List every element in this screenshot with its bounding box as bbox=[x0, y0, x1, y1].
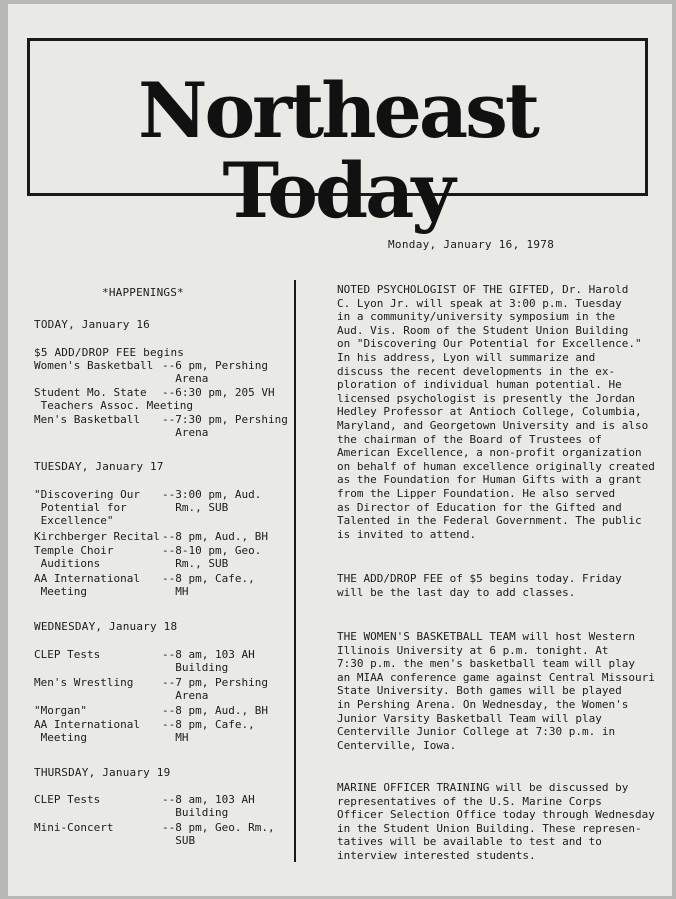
event-name: Temple Choir Auditions bbox=[34, 544, 114, 571]
event-name: "Morgan" bbox=[34, 704, 87, 717]
event-detail: --8-10 pm, Geo. Rm., SUB bbox=[162, 544, 262, 571]
article-basketball: THE WOMEN'S BASKETBALL TEAM will host Western Illinois University at 6 p.m. tonight. At 7:30 p.m. the men's basketball team will play an MIAA conference game against Central Missouri State University. Both games will be played in Pershing Arena. On Wednesday, the Women's Junior Varsity Basketball Team will play Centerville Junior College at 7:30 p.m. in Centerville, Iowa. bbox=[337, 630, 655, 752]
event-name: Men's Wrestling bbox=[34, 676, 134, 689]
day-heading-wednesday: WEDNESDAY, January 18 bbox=[34, 620, 178, 633]
happenings-heading: *HAPPENINGS* bbox=[102, 286, 184, 299]
event-name: Mini-Concert bbox=[34, 821, 114, 834]
event-detail: --8 pm, Geo. Rm., SUB bbox=[162, 821, 275, 848]
event-name: Student Mo. State Teachers Assoc. bbox=[34, 386, 147, 413]
article-marine-training: MARINE OFFICER TRAINING will be discussed by representatives of the U.S. Marine Corps Officer Selection Office today through Wednesday in the Student Union Building. These represen- tatives will be available to test and to interview interested students. bbox=[337, 781, 655, 862]
event-detail: --7:30 pm, Pershing Arena bbox=[162, 413, 288, 440]
day-note: $5 ADD/DROP FEE begins bbox=[34, 346, 185, 359]
event-name: "Discovering Our Potential for Excellence" bbox=[34, 488, 140, 528]
event-detail: --6:30 pm, 205 VH bbox=[162, 386, 275, 399]
event-detail: --8 pm, Aud., BH bbox=[162, 530, 268, 543]
event-detail: --8 pm, Cafe., MH bbox=[162, 572, 255, 599]
event-detail: --3:00 pm, Aud. Rm., SUB bbox=[162, 488, 262, 515]
event-detail: --8 am, 103 AH Building bbox=[162, 793, 255, 820]
event-name: Kirchberger Recital bbox=[34, 530, 160, 543]
event-name: Women's Basketball bbox=[34, 359, 154, 372]
day-heading-monday: TODAY, January 16 bbox=[34, 318, 150, 331]
article-add-drop-fee: THE ADD/DROP FEE of $5 begins today. Friday will be the last day to add classes. bbox=[337, 572, 622, 599]
event-detail: --8 pm, Cafe., MH bbox=[162, 718, 255, 745]
event-detail: --8 pm, Aud., BH bbox=[162, 704, 268, 717]
event-name: AA International Meeting bbox=[34, 572, 140, 599]
day-heading-tuesday: TUESDAY, January 17 bbox=[34, 460, 164, 473]
event-name: CLEP Tests bbox=[34, 648, 101, 661]
event-name: CLEP Tests bbox=[34, 793, 101, 806]
masthead-box bbox=[27, 38, 648, 235]
event-detail: --6 pm, Pershing Arena bbox=[162, 359, 268, 386]
day-heading-thursday: THURSDAY, January 19 bbox=[34, 766, 171, 779]
masthead-title: Northeast Today bbox=[137, 66, 538, 235]
event-detail: --8 am, 103 AH Building bbox=[162, 648, 255, 675]
event-name: Men's Basketball bbox=[34, 413, 140, 426]
article-psychologist: NOTED PSYCHOLOGIST OF THE GIFTED, Dr. Harold C. Lyon Jr. will speak at 3:00 p.m. Tuesday in a community/university symposium in the Aud. Vis. Room of the Student Union Building on "Discovering Our Potential for Excellence." In his address, Lyon will summarize and discuss the recent developments in the ex- ploration of individual human potential. He licensed psychologist is presently the Jordan Hedley Professor at Antioch College, Columbia, Maryland, and Georgetown University and is also the chairman of the Board of Trustees of American Excellence, a non-profit organization on behalf of human excellence originally created as the Foundation for Human Gifts with a grant from the Lipper Foundation. He also served as Director of Education for the Gifted and Talented in the Federal Government. The public is invited to attend. bbox=[337, 283, 655, 541]
event-detail: --7 pm, Pershing Arena bbox=[162, 676, 268, 703]
event-name: AA International Meeting bbox=[34, 718, 140, 745]
issue-date: Monday, January 16, 1978 bbox=[388, 238, 555, 251]
